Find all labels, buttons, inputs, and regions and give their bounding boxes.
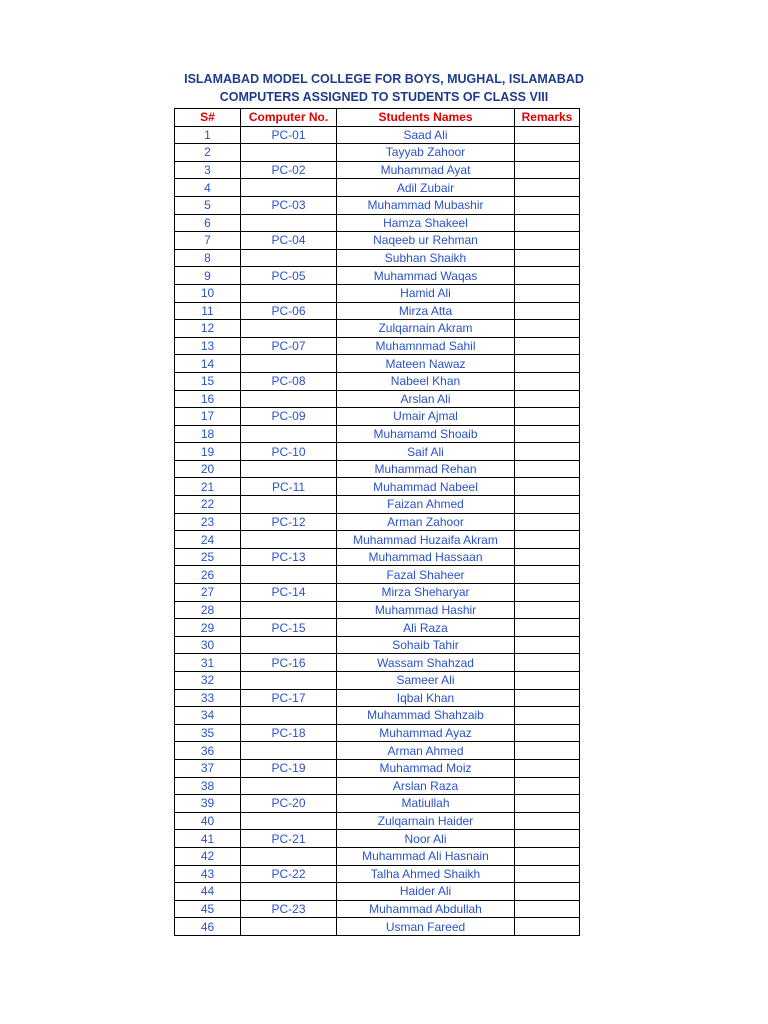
document-subtitle: COMPUTERS ASSIGNED TO STUDENTS OF CLASS VIII: [219, 90, 549, 104]
computer-no-cell: [241, 777, 337, 795]
student-name-cell: Wassam Shahzad: [337, 654, 515, 672]
serial-cell: 8: [175, 249, 241, 267]
student-name-cell: Arman Ahmed: [337, 742, 515, 760]
remarks-cell: [515, 425, 580, 443]
computer-no-cell: [241, 566, 337, 584]
table-row: [175, 284, 580, 302]
serial-cell: 24: [175, 531, 241, 549]
computer-no-cell: PC-21: [241, 830, 337, 848]
student-name-cell: Mateen Nawaz: [337, 355, 515, 373]
computer-no-cell: [241, 531, 337, 549]
serial-cell: 10: [175, 284, 241, 302]
serial-cell: 39: [175, 795, 241, 813]
remarks-cell: [515, 830, 580, 848]
computer-no-cell: PC-13: [241, 548, 337, 566]
computer-no-cell: PC-09: [241, 408, 337, 426]
serial-cell: 16: [175, 390, 241, 408]
table-row: [175, 425, 580, 443]
table-row: [175, 724, 580, 742]
table-row: [175, 478, 580, 496]
student-name-cell: Saad Ali: [337, 126, 515, 144]
remarks-cell: [515, 390, 580, 408]
remarks-cell: [515, 847, 580, 865]
student-name-cell: Muhammad Ali Hasnain: [337, 847, 515, 865]
computer-no-cell: [241, 707, 337, 725]
serial-cell: 46: [175, 918, 241, 936]
table-row: [175, 584, 580, 602]
student-name-cell: Mirza Atta: [337, 302, 515, 320]
computer-no-cell: PC-16: [241, 654, 337, 672]
serial-cell: 28: [175, 601, 241, 619]
table-row: [175, 759, 580, 777]
student-name-cell: Naqeeb ur Rehman: [337, 232, 515, 250]
table-row: [175, 179, 580, 197]
computer-no-cell: PC-10: [241, 443, 337, 461]
computer-no-cell: [241, 214, 337, 232]
serial-cell: 33: [175, 689, 241, 707]
computer-no-cell: PC-15: [241, 619, 337, 637]
student-name-cell: Usman Fareed: [337, 918, 515, 936]
serial-cell: 45: [175, 900, 241, 918]
remarks-cell: [515, 337, 580, 355]
student-name-cell: Muhammad Hassaan: [337, 548, 515, 566]
remarks-cell: [515, 742, 580, 760]
remarks-cell: [515, 531, 580, 549]
remarks-cell: [515, 267, 580, 285]
remarks-cell: [515, 284, 580, 302]
remarks-cell: [515, 355, 580, 373]
table-row: [175, 460, 580, 478]
computer-no-cell: [241, 883, 337, 901]
table-row: [175, 830, 580, 848]
table-row: [175, 337, 580, 355]
student-name-cell: Arslan Raza: [337, 777, 515, 795]
table-row: [175, 601, 580, 619]
remarks-cell: [515, 320, 580, 338]
remarks-cell: [515, 636, 580, 654]
serial-cell: 5: [175, 196, 241, 214]
remarks-cell: [515, 460, 580, 478]
table-row: [175, 249, 580, 267]
serial-cell: 26: [175, 566, 241, 584]
student-name-cell: Muhammad Ayat: [337, 161, 515, 179]
serial-cell: 1: [175, 126, 241, 144]
table-row: [175, 531, 580, 549]
table-row: [175, 900, 580, 918]
serial-cell: 17: [175, 408, 241, 426]
student-name-cell: Matiullah: [337, 795, 515, 813]
table-row: [175, 812, 580, 830]
computer-no-cell: PC-23: [241, 900, 337, 918]
computer-no-cell: [241, 249, 337, 267]
serial-cell: 35: [175, 724, 241, 742]
computer-no-cell: [241, 425, 337, 443]
student-name-cell: Iqbal Khan: [337, 689, 515, 707]
computer-no-cell: [241, 496, 337, 514]
computer-no-cell: [241, 847, 337, 865]
student-name-cell: Ali Raza: [337, 619, 515, 637]
student-name-cell: Zulqarnain Haider: [337, 812, 515, 830]
table-row: [175, 196, 580, 214]
student-name-cell: Muhammad Moiz: [337, 759, 515, 777]
student-name-cell: Nabeel Khan: [337, 372, 515, 390]
computer-no-cell: PC-01: [241, 126, 337, 144]
serial-cell: 9: [175, 267, 241, 285]
student-name-cell: Talha Ahmed Shaikh: [337, 865, 515, 883]
table-row: [175, 496, 580, 514]
serial-cell: 27: [175, 584, 241, 602]
table-row: [175, 548, 580, 566]
serial-cell: 22: [175, 496, 241, 514]
computer-no-cell: PC-08: [241, 372, 337, 390]
remarks-cell: [515, 900, 580, 918]
table-row: [175, 320, 580, 338]
serial-cell: 32: [175, 672, 241, 690]
serial-cell: 18: [175, 425, 241, 443]
remarks-cell: [515, 478, 580, 496]
computer-no-cell: [241, 179, 337, 197]
student-name-cell: Sameer Ali: [337, 672, 515, 690]
computer-no-cell: PC-03: [241, 196, 337, 214]
remarks-cell: [515, 302, 580, 320]
table-row: [175, 372, 580, 390]
serial-cell: 20: [175, 460, 241, 478]
serial-cell: 13: [175, 337, 241, 355]
student-name-cell: Saif Ali: [337, 443, 515, 461]
serial-cell: 38: [175, 777, 241, 795]
student-name-cell: Haider Ali: [337, 883, 515, 901]
document-title: ISLAMABAD MODEL COLLEGE FOR BOYS, MUGHAL, ISLAMABAD: [184, 72, 584, 86]
remarks-cell: [515, 672, 580, 690]
computer-no-cell: [241, 918, 337, 936]
student-name-cell: Hamid Ali: [337, 284, 515, 302]
computer-no-cell: [241, 601, 337, 619]
table-row: [175, 161, 580, 179]
remarks-cell: [515, 707, 580, 725]
student-name-cell: Fazal Shaheer: [337, 566, 515, 584]
remarks-cell: [515, 249, 580, 267]
computer-no-cell: [241, 460, 337, 478]
remarks-cell: [515, 179, 580, 197]
table-row: [175, 144, 580, 162]
remarks-cell: [515, 372, 580, 390]
serial-cell: 15: [175, 372, 241, 390]
student-name-cell: Muhammad Huzaifa Akram: [337, 531, 515, 549]
remarks-cell: [515, 144, 580, 162]
computer-no-cell: PC-22: [241, 865, 337, 883]
table-row: [175, 636, 580, 654]
serial-cell: 36: [175, 742, 241, 760]
remarks-cell: [515, 214, 580, 232]
header-remarks: Remarks: [515, 109, 580, 127]
table-row: [175, 847, 580, 865]
serial-cell: 42: [175, 847, 241, 865]
computer-no-cell: PC-11: [241, 478, 337, 496]
remarks-cell: [515, 196, 580, 214]
serial-cell: 37: [175, 759, 241, 777]
student-name-cell: Umair Ajmal: [337, 408, 515, 426]
remarks-cell: [515, 812, 580, 830]
computer-no-cell: PC-18: [241, 724, 337, 742]
computer-no-cell: PC-19: [241, 759, 337, 777]
serial-cell: 7: [175, 232, 241, 250]
computer-no-cell: PC-12: [241, 513, 337, 531]
table-row: [175, 232, 580, 250]
serial-cell: 43: [175, 865, 241, 883]
remarks-cell: [515, 513, 580, 531]
table-row: [175, 566, 580, 584]
remarks-cell: [515, 619, 580, 637]
computer-no-cell: [241, 812, 337, 830]
computer-no-cell: [241, 636, 337, 654]
student-name-cell: Muhamnmad Sahil: [337, 337, 515, 355]
serial-cell: 30: [175, 636, 241, 654]
table-body: [175, 126, 580, 935]
assignment-table: [174, 108, 580, 936]
serial-cell: 14: [175, 355, 241, 373]
table-row: [175, 267, 580, 285]
table-row: [175, 918, 580, 936]
computer-no-cell: PC-17: [241, 689, 337, 707]
serial-cell: 31: [175, 654, 241, 672]
remarks-cell: [515, 443, 580, 461]
student-name-cell: Tayyab Zahoor: [337, 144, 515, 162]
student-name-cell: Muhammad Abdullah: [337, 900, 515, 918]
computer-no-cell: PC-07: [241, 337, 337, 355]
remarks-cell: [515, 918, 580, 936]
computer-no-cell: PC-14: [241, 584, 337, 602]
student-name-cell: Arslan Ali: [337, 390, 515, 408]
remarks-cell: [515, 161, 580, 179]
student-name-cell: Muhammad Ayaz: [337, 724, 515, 742]
serial-cell: 3: [175, 161, 241, 179]
header-row: [175, 109, 580, 127]
serial-cell: 41: [175, 830, 241, 848]
computer-no-cell: [241, 390, 337, 408]
table-row: [175, 654, 580, 672]
serial-cell: 2: [175, 144, 241, 162]
student-name-cell: Zulqarnain Akram: [337, 320, 515, 338]
serial-cell: 44: [175, 883, 241, 901]
computer-no-cell: [241, 284, 337, 302]
computer-no-cell: [241, 672, 337, 690]
student-name-cell: Hamza Shakeel: [337, 214, 515, 232]
remarks-cell: [515, 654, 580, 672]
table-row: [175, 672, 580, 690]
remarks-cell: [515, 777, 580, 795]
computer-no-cell: [241, 320, 337, 338]
serial-cell: 21: [175, 478, 241, 496]
computer-no-cell: [241, 742, 337, 760]
student-name-cell: Muhammad Waqas: [337, 267, 515, 285]
serial-cell: 4: [175, 179, 241, 197]
student-name-cell: Faizan Ahmed: [337, 496, 515, 514]
table-row: [175, 126, 580, 144]
table-row: [175, 777, 580, 795]
table-row: [175, 742, 580, 760]
computer-no-cell: PC-20: [241, 795, 337, 813]
remarks-cell: [515, 759, 580, 777]
serial-cell: 12: [175, 320, 241, 338]
remarks-cell: [515, 126, 580, 144]
serial-cell: 40: [175, 812, 241, 830]
student-name-cell: Mirza Sheharyar: [337, 584, 515, 602]
student-name-cell: Muhammad Hashir: [337, 601, 515, 619]
student-name-cell: Muhammad Nabeel: [337, 478, 515, 496]
computer-no-cell: PC-05: [241, 267, 337, 285]
serial-cell: 11: [175, 302, 241, 320]
student-name-cell: Noor Ali: [337, 830, 515, 848]
table-row: [175, 707, 580, 725]
remarks-cell: [515, 584, 580, 602]
table-row: [175, 513, 580, 531]
remarks-cell: [515, 408, 580, 426]
computer-no-cell: PC-06: [241, 302, 337, 320]
computer-no-cell: [241, 355, 337, 373]
remarks-cell: [515, 232, 580, 250]
serial-cell: 6: [175, 214, 241, 232]
computer-no-cell: [241, 144, 337, 162]
serial-cell: 25: [175, 548, 241, 566]
student-name-cell: Muhammad Mubashir: [337, 196, 515, 214]
student-name-cell: Muhamamd Shoaib: [337, 425, 515, 443]
serial-cell: 23: [175, 513, 241, 531]
remarks-cell: [515, 601, 580, 619]
table-row: [175, 619, 580, 637]
student-name-cell: Adil Zubair: [337, 179, 515, 197]
table-row: [175, 865, 580, 883]
table-row: [175, 302, 580, 320]
student-name-cell: Muhammad Shahzaib: [337, 707, 515, 725]
remarks-cell: [515, 689, 580, 707]
table-row: [175, 689, 580, 707]
serial-cell: 29: [175, 619, 241, 637]
student-name-cell: Sohaib Tahir: [337, 636, 515, 654]
computer-no-cell: PC-04: [241, 232, 337, 250]
remarks-cell: [515, 865, 580, 883]
remarks-cell: [515, 496, 580, 514]
header-student-names: Students Names: [337, 109, 515, 127]
serial-cell: 34: [175, 707, 241, 725]
table-row: [175, 883, 580, 901]
table-row: [175, 390, 580, 408]
table-row: [175, 355, 580, 373]
table-row: [175, 443, 580, 461]
table-row: [175, 795, 580, 813]
student-name-cell: Subhan Shaikh: [337, 249, 515, 267]
remarks-cell: [515, 724, 580, 742]
header-computer-no: Computer No.: [241, 109, 337, 127]
remarks-cell: [515, 883, 580, 901]
student-name-cell: Arman Zahoor: [337, 513, 515, 531]
computer-no-cell: PC-02: [241, 161, 337, 179]
serial-cell: 19: [175, 443, 241, 461]
student-name-cell: Muhammad Rehan: [337, 460, 515, 478]
remarks-cell: [515, 566, 580, 584]
table-row: [175, 214, 580, 232]
table-row: [175, 408, 580, 426]
remarks-cell: [515, 795, 580, 813]
header-serial: S#: [175, 109, 241, 127]
remarks-cell: [515, 548, 580, 566]
